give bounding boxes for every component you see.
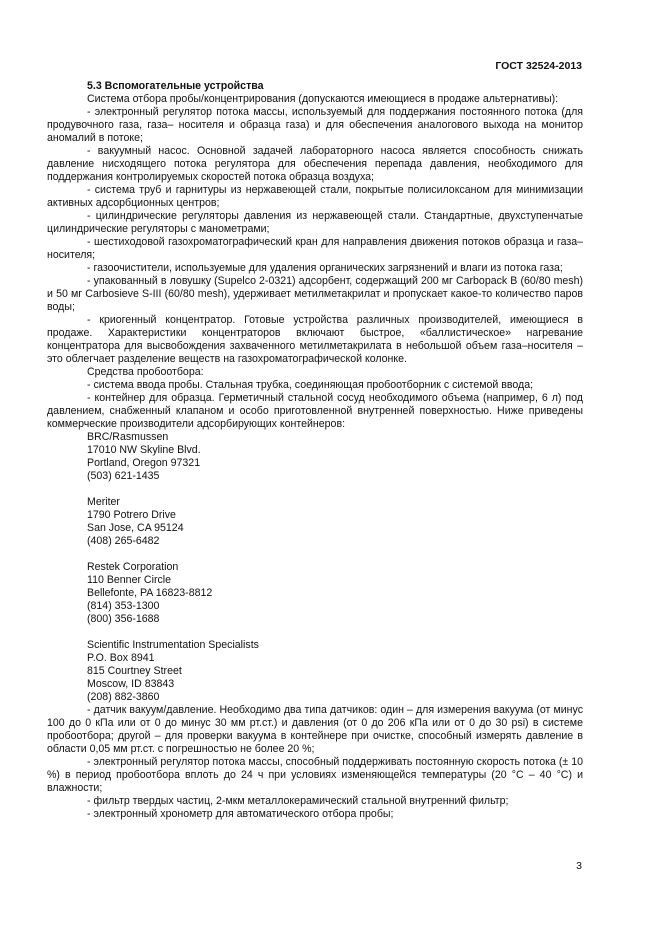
spacer xyxy=(47,548,583,561)
paragraphs-group-a xyxy=(47,93,583,431)
address-line: San Jose, CA 95124 xyxy=(87,522,184,534)
paragraph: - система труб и гарнитуры из нержавеющей стали, покрытые полисилоксаном для минимизации активных адсорбционных центров; xyxy=(47,184,583,209)
paragraph: Средства пробоотбора: xyxy=(87,366,204,378)
address-line: 815 Courtney Street xyxy=(87,665,182,677)
paragraph: - газоочистители, используемые для удаления органических загрязнений и влаги из потока газа; xyxy=(87,262,563,274)
paragraph: - датчик вакуум/давление. Необходимо два типа датчиков: один – для измерения вакуума (от минус 100 до 0 кПа или от 0 до минус 30 мм рт.ст.) и давления (от 0 до 206 кПа или от 0 до 30 psi) в системе пробоотбора; другой – для проверки вакуума в контейнере при очистке, способный измерять давление в области 0,05 мм рт.ст. с погрешностью не более 20 %; xyxy=(47,704,583,755)
address-line: P.O. Box 8941 xyxy=(87,652,155,664)
manufacturer-address xyxy=(47,496,583,548)
spacer xyxy=(47,483,583,496)
address-line: Portland, Oregon 97321 xyxy=(87,457,201,469)
section-title: 5.3 Вспомогательные устройства xyxy=(87,80,264,92)
paragraph: - электронный регулятор потока массы, способный поддерживать постоянную скорость потока (± 10 %) в период пробоотбора вплоть до 24 ч при условиях изменяющейся температуры (20 °С – 40 °С) и влажности; xyxy=(47,756,583,794)
address-line: 17010 NW Skyline Blvd. xyxy=(87,444,201,456)
address-line: 110 Benner Circle xyxy=(87,574,172,586)
paragraph: - криогенный концентратор. Готовые устройства различных производителей, имеющиеся в продаже. Характеристики концентраторов включают быстрое, «баллистическое» нагревание концентратора для высвобождения захваченного метилметакрилата в небольшой объем газа–носителя – это облегчает разделение веществ на газохроматографической колонке. xyxy=(47,314,583,365)
paragraph: - система ввода пробы. Стальная трубка, соединяющая пробоотборник с системой ввода; xyxy=(87,379,534,391)
address-line: BRC/Rasmussen xyxy=(87,431,169,443)
paragraphs-group-b xyxy=(47,704,583,821)
paragraph: - упакованный в ловушку (Supelco 2-0321) адсорбент, содержащий 200 мг Carbopack B (60/80 mesh) и 50 мг Carbosieve S-III (60/80 mesh), удерживает метилметакрилат и пропускает какое-то количество паров воды; xyxy=(47,275,583,313)
document-standard-number: ГОСТ 32524-2013 xyxy=(495,60,582,72)
manufacturer-address xyxy=(47,639,583,704)
paragraph: - контейнер для образца. Герметичный стальной сосуд необходимого объема (например, 6 л) под давлением, снабженный клапаном и особо приготовленной внутренней поверхностью. Ниже приведены коммерческие производители адсорбирующих контейнеров: xyxy=(47,392,583,430)
address-line: Scientific Instrumentation Specialists xyxy=(87,639,259,651)
spacer xyxy=(47,626,583,639)
paragraph: - электронный регулятор потока массы, используемый для поддержания постоянного потока (для продувочного газа, газа– носителя и образца газа) и для обеспечения аналогового выхода на монитор аномалий в потоке; xyxy=(47,106,583,144)
address-line: (814) 353-1300 xyxy=(87,600,160,612)
page-number: 3 xyxy=(576,860,582,872)
address-line: (503) 621-1435 xyxy=(87,470,160,482)
document-body xyxy=(47,80,583,821)
paragraph: - шестиходовой газохроматографический кран для направления движения потоков образца и газа–носителя; xyxy=(47,236,583,261)
address-line: Moscow, ID 83843 xyxy=(87,678,175,690)
address-list xyxy=(47,431,583,704)
address-line: Restek Corporation xyxy=(87,561,179,573)
address-line: Meriter xyxy=(87,496,120,508)
manufacturer-address xyxy=(47,431,583,483)
address-line: Bellefonte, PA 16823-8812 xyxy=(87,587,213,599)
paragraph: - цилиндрические регуляторы давления из нержавеющей стали. Стандартные, двухступенчатые цилиндрические регуляторы с манометрами; xyxy=(47,210,583,235)
address-line: (208) 882-3860 xyxy=(87,691,160,703)
address-line: 1790 Potrero Drive xyxy=(87,509,176,521)
paragraph: - электронный хронометр для автоматического отбора пробы; xyxy=(87,808,394,820)
address-line: (408) 265-6482 xyxy=(87,535,160,547)
paragraph: Система отбора пробы/концентрирования (допускаются имеющиеся в продаже альтернативы): xyxy=(87,93,559,105)
manufacturer-address xyxy=(47,561,583,626)
paragraph: - фильтр твердых частиц, 2-мкм металлокерамический стальной внутренний фильтр; xyxy=(87,795,509,807)
address-line: (800) 356-1688 xyxy=(87,613,160,625)
paragraph: - вакуумный насос. Основной задачей лабораторного насоса является способность снижать давление нисходящего потока регулятора для обеспечения перепада давления, необходимого для поддержания контролируемых скоростей потока образца воздуха; xyxy=(47,145,583,183)
